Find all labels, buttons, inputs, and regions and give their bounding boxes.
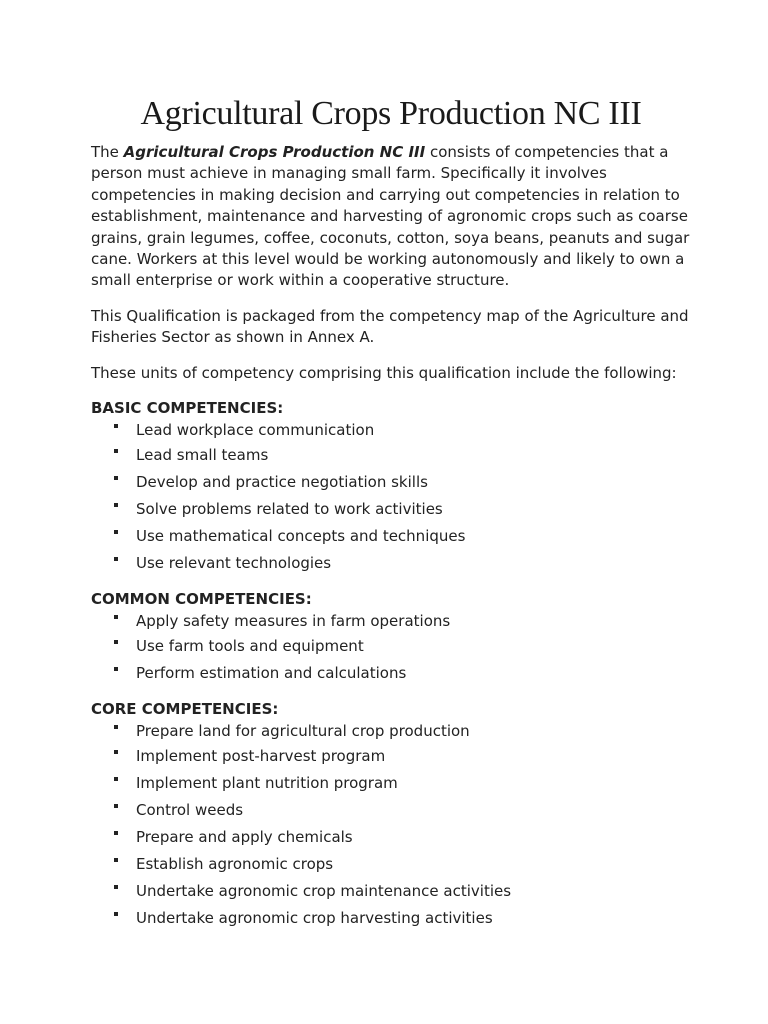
units-paragraph: These units of competency comprising this qualification include the following: bbox=[91, 363, 677, 382]
common-competencies-list bbox=[91, 610, 691, 687]
list-item bbox=[91, 797, 691, 824]
bullet-icon bbox=[114, 750, 118, 754]
list-item-text: Establish agronomic crops bbox=[136, 855, 334, 874]
list-item bbox=[91, 442, 691, 469]
basic-competencies-list bbox=[91, 419, 691, 577]
list-item-text: Prepare land for agricultural crop production bbox=[136, 722, 470, 741]
bullet-icon bbox=[114, 530, 118, 534]
bullet-icon bbox=[114, 777, 118, 781]
intro-lead: The bbox=[91, 143, 124, 161]
list-item-text: Develop and practice negotiation skills bbox=[136, 473, 428, 492]
bullet-icon bbox=[114, 667, 118, 671]
list-item-text: Control weeds bbox=[136, 801, 244, 820]
list-item bbox=[91, 824, 691, 851]
list-item bbox=[91, 523, 691, 550]
list-item bbox=[91, 633, 691, 660]
document-title: Agricultural Crops Production NC III bbox=[140, 95, 642, 132]
list-item-text: Undertake agronomic crop maintenance activities bbox=[136, 882, 512, 901]
intro-emphasis: Agricultural Crops Production NC III bbox=[123, 143, 426, 161]
intro-paragraph bbox=[91, 142, 691, 292]
list-item-text: Use farm tools and equipment bbox=[136, 637, 364, 656]
list-item-text: Implement post-harvest program bbox=[136, 747, 386, 766]
bullet-icon bbox=[114, 640, 118, 644]
bullet-icon bbox=[114, 858, 118, 862]
core-competencies-list bbox=[91, 720, 691, 932]
list-item bbox=[91, 419, 691, 442]
list-item bbox=[91, 469, 691, 496]
bullet-icon bbox=[114, 424, 118, 428]
document-page bbox=[91, 92, 691, 944]
list-item-text: Apply safety measures in farm operations bbox=[136, 612, 451, 631]
list-item bbox=[91, 905, 691, 932]
list-item-text: Solve problems related to work activities bbox=[136, 500, 443, 519]
bullet-icon bbox=[114, 615, 118, 619]
list-item bbox=[91, 550, 691, 577]
list-item bbox=[91, 878, 691, 905]
list-item bbox=[91, 720, 691, 743]
list-item bbox=[91, 496, 691, 523]
bullet-icon bbox=[114, 449, 118, 453]
qualification-paragraph: This Qualification is packaged from the competency map of the Agriculture and Fisheries Sector as shown in Annex A. bbox=[91, 306, 689, 347]
bullet-icon bbox=[114, 804, 118, 808]
list-item bbox=[91, 743, 691, 770]
list-item-text: Perform estimation and calculations bbox=[136, 664, 407, 683]
bullet-icon bbox=[114, 476, 118, 480]
list-item bbox=[91, 610, 691, 633]
bullet-icon bbox=[114, 831, 118, 835]
bullet-icon bbox=[114, 885, 118, 889]
list-item-text: Use relevant technologies bbox=[136, 554, 332, 573]
common-competencies-heading: COMMON COMPETENCIES: bbox=[91, 590, 312, 609]
bullet-icon bbox=[114, 725, 118, 729]
intro-rest: consists of competencies that a person must achieve in managing small farm. Specifically it involves competencies in making decision and carrying out competencies in relation to establishment, maintenance and harvesting of agronomic crops such as coarse grains, grain legumes, coffee, coconuts, cotton, soya beans, peanuts and sugar cane. Workers at this level would be working autonomously and likely to own a small enterprise or work within a cooperative structure. bbox=[91, 143, 690, 290]
list-item-text: Lead workplace communication bbox=[136, 421, 375, 440]
list-item-text: Lead small teams bbox=[136, 446, 269, 465]
core-competencies-heading: CORE COMPETENCIES: bbox=[91, 700, 279, 719]
list-item-text: Prepare and apply chemicals bbox=[136, 828, 353, 847]
list-item-text: Undertake agronomic crop harvesting activities bbox=[136, 909, 493, 928]
bullet-icon bbox=[114, 503, 118, 507]
bullet-icon bbox=[114, 912, 118, 916]
list-item bbox=[91, 770, 691, 797]
list-item bbox=[91, 660, 691, 687]
list-item bbox=[91, 851, 691, 878]
list-item-text: Implement plant nutrition program bbox=[136, 774, 398, 793]
basic-competencies-heading: BASIC COMPETENCIES: bbox=[91, 399, 284, 418]
list-item-text: Use mathematical concepts and techniques bbox=[136, 527, 466, 546]
bullet-icon bbox=[114, 557, 118, 561]
